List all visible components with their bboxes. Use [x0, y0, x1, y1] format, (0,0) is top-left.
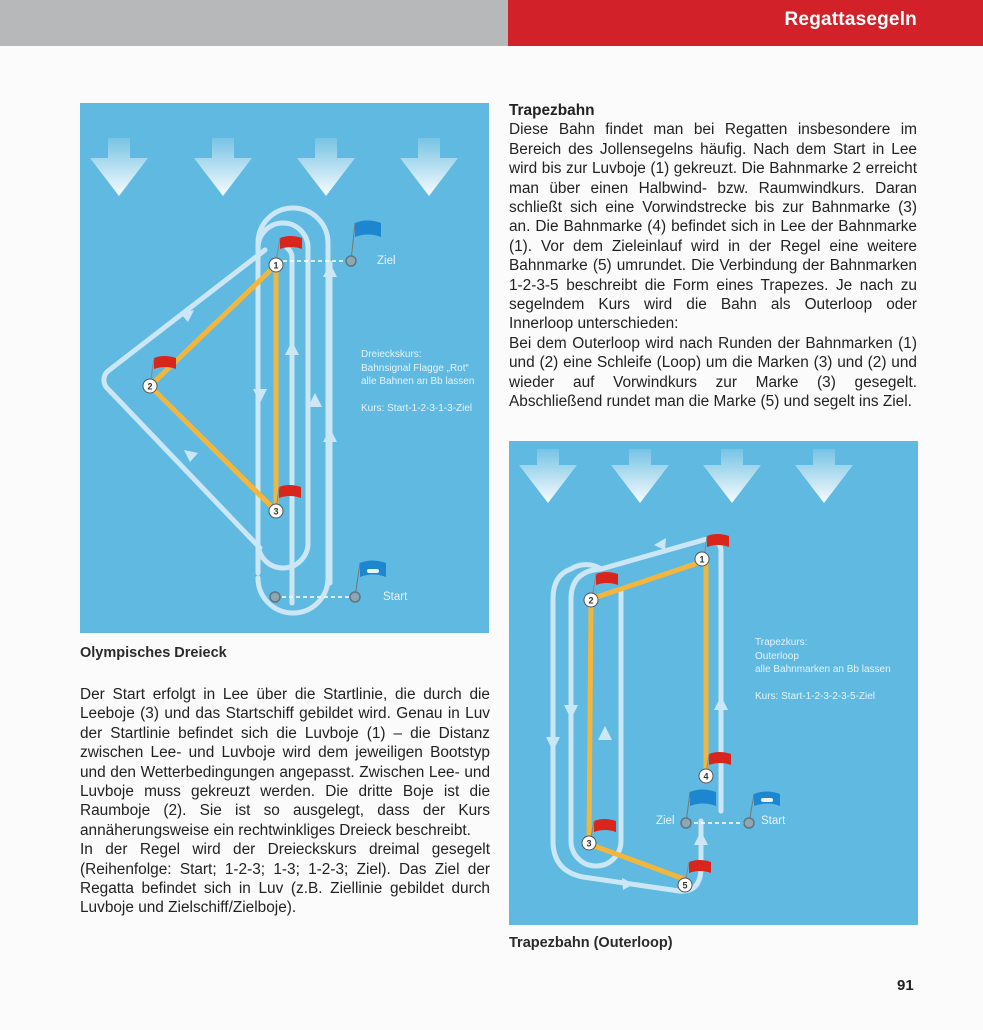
svg-text:1: 1 [273, 260, 279, 271]
trapezoid-outerloop-diagram [509, 441, 918, 925]
course-sequence: Kurs: Start-1-2-3-1-3-Ziel [361, 402, 473, 414]
trapezoid-description: Trapezbahn Diese Bahn findet man bei Regatten insbesondere im Bereich des Jollensegelns häufig. Nach dem Start in Lee wird bis zur Luvboje (1) gekreuzt. Die Bahnmarke 2 erreicht man über einen Halbwind- bzw. Raumwindkurs. Daran schließt sich eine Vorwindstrecke bis zur Bahnmarke (3) an. Die Bahnmarke (4) befindet sich in Lee der Bahnmarke (1). Vor dem Zieleinlauf wird in der Regel eine weitere Bahnmarke (5) umrundet. Die Verbindung der Bahnmarken 1-2-3-5 beschreibt die Form eines Trapezes. Je nach zu segelndem Kurs wird die Bahn als Outerloop oder Innerloop unterschieden: Bei dem Outerloop wird nach Runden der Bahnmarken (1) und (2) eine Schleife (Loop) um die Marken (3) und (2) und wieder auf Vorwindkurs zur Marke (3) gesegelt. Abschließend rundet man die Marke (5) und segelt ins Ziel. [509, 102, 917, 411]
svg-text:4: 4 [703, 771, 709, 782]
svg-text:5: 5 [682, 880, 688, 891]
olympic-triangle-diagram [80, 103, 489, 633]
trapezoid-heading: Trapezbahn [509, 102, 595, 119]
finish-label: Ziel [377, 255, 396, 267]
triangle-course-note: Dreieckskurs: Bahnsignal Flagge „Rot“ alle Bahnen an Bb lassen Kurs: Start-1-2-3-1-3-Ziel [361, 349, 475, 414]
section-title: Regattasegeln [784, 9, 917, 30]
triangle-description: Der Start erfolgt in Lee über die Startlinie, die durch die Leeboje (3) und das Startschiff gebildet wird. Genau in Luv der Startlinie befindet sich die Luvboje (1) – die Distanz zwischen Lee- und Luvboje wird dem jeweiligen Bootstyp und den Wetterbedingungen angepasst. Zwischen Lee- und Luvboje muss gekreuzt werden. Die dritte Boje ist die Raumboje (2). Sie ist so ausgelegt, dass der Kurs annäherungsweise ein rechtwinkliges Dreieck beschreibt. In der Regel wird der Dreieckskurs dreimal gesegelt (Reihenfolge: Start; 1-2-3; 1-3; 1-2-3; Ziel). Das Ziel der Regatta befindet sich in Luv (z.B. Ziellinie gebildet durch Luvboje und Zielschiff/Zielboje). [80, 686, 490, 917]
page-number: 91 [897, 977, 914, 994]
start-label: Start [383, 591, 408, 603]
mark-flag-icons [590, 534, 731, 884]
finish-label: Ziel [656, 815, 675, 827]
trapezoid-caption: Trapezbahn (Outerloop) [509, 935, 673, 951]
triangle-caption: Olympisches Dreieck [80, 645, 227, 661]
svg-text:2: 2 [588, 595, 594, 606]
trapezoid-course-note: Trapezkurs: Outerloop alle Bahnmarken an Bb lassen Kurs: Start-1-2-3-2-3-5-Ziel [755, 637, 891, 702]
header-gray-band [0, 0, 508, 46]
svg-text:3: 3 [273, 506, 279, 517]
header-red-band [508, 0, 983, 46]
start-label: Start [761, 815, 786, 827]
svg-text:3: 3 [586, 838, 592, 849]
wind-arrow-icons [90, 138, 458, 196]
wind-arrow-icons [519, 449, 853, 503]
course-sequence: Kurs: Start-1-2-3-2-3-5-Ziel [755, 690, 876, 702]
svg-text:1: 1 [699, 554, 705, 565]
svg-text:2: 2 [147, 381, 153, 392]
